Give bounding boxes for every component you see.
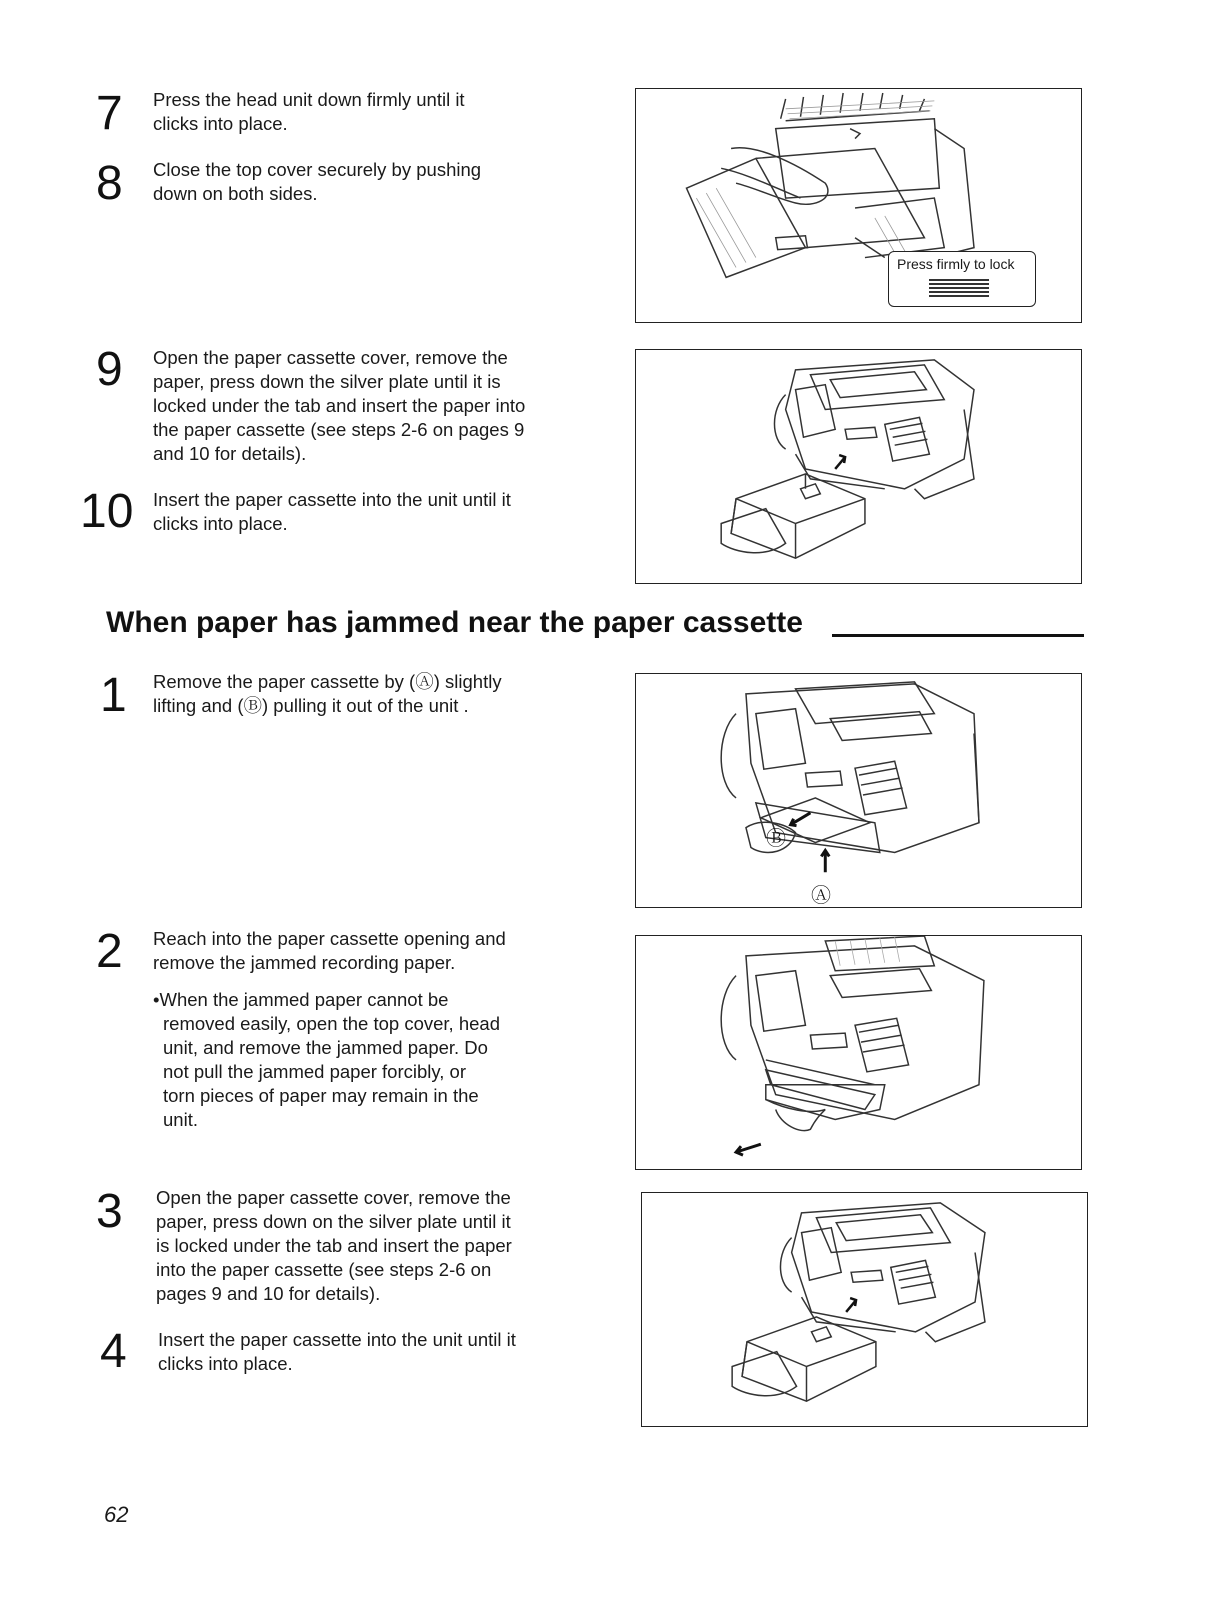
heading-rule [832,634,1084,637]
step-note: •When the jammed paper cannot be removed easily, open the top cover, head unit, and remove the jammed paper. Do not pull the jammed paper forcibly, or torn pieces of paper may remain in the unit. [153,989,500,1130]
fax-cassette-illustration [636,350,1081,583]
page-number: 62 [104,1502,129,1527]
figure-head-unit [635,88,1082,323]
step-number: 7 [96,87,123,140]
step-number: 4 [100,1325,127,1378]
step-text: Press the head unit down firmly until it clicks into place. [153,89,465,134]
step-number: 10 [80,485,134,538]
fax-cassette-illustration-2 [642,1193,1087,1426]
label-b: Ⓑ [766,826,786,850]
step-number: 2 [96,925,123,978]
figure-jammed-paper [635,935,1082,1170]
callout-stripes [929,279,989,299]
step-number: 9 [96,343,123,396]
fax-remove-illustration [636,674,1081,907]
step-text: Insert the paper cassette into the unit until it clicks into place. [158,1329,516,1374]
callout-text: Press firmly to lock [897,256,1015,272]
section-heading: When paper has jammed near the paper cassette [106,606,803,639]
callout-box [888,251,1036,307]
step-text: Open the paper cassette cover, remove the paper, press down the silver plate until it is locked under the tab and insert the paper into the paper cassette (see steps 2-6 on pages 9 and 10 for details). [153,347,526,464]
step-text: Remove the paper cassette by (Ⓐ) slightly lifting and (Ⓑ) pulling it out of the unit . [153,671,502,716]
figure-insert-cassette [635,349,1082,584]
fax-jam-illustration [636,936,1081,1169]
figure-insert-cassette-2 [641,1192,1088,1427]
step-number: 3 [96,1185,123,1238]
step-text: Open the paper cassette cover, remove the paper, press down on the silver plate until it is locked under the tab and insert the paper into the paper cassette (see steps 2-6 on pages 9 and 10 for details). [156,1187,512,1304]
label-a: Ⓐ [811,883,831,907]
step-text: Close the top cover securely by pushing down on both sides. [153,159,482,204]
figure-remove-cassette [635,673,1082,908]
step-number: 1 [100,669,127,722]
step-text: Reach into the paper cassette opening and remove the jammed recording paper. [153,928,506,973]
step-text: Insert the paper cassette into the unit until it clicks into place. [153,489,511,534]
step-number: 8 [96,157,123,210]
